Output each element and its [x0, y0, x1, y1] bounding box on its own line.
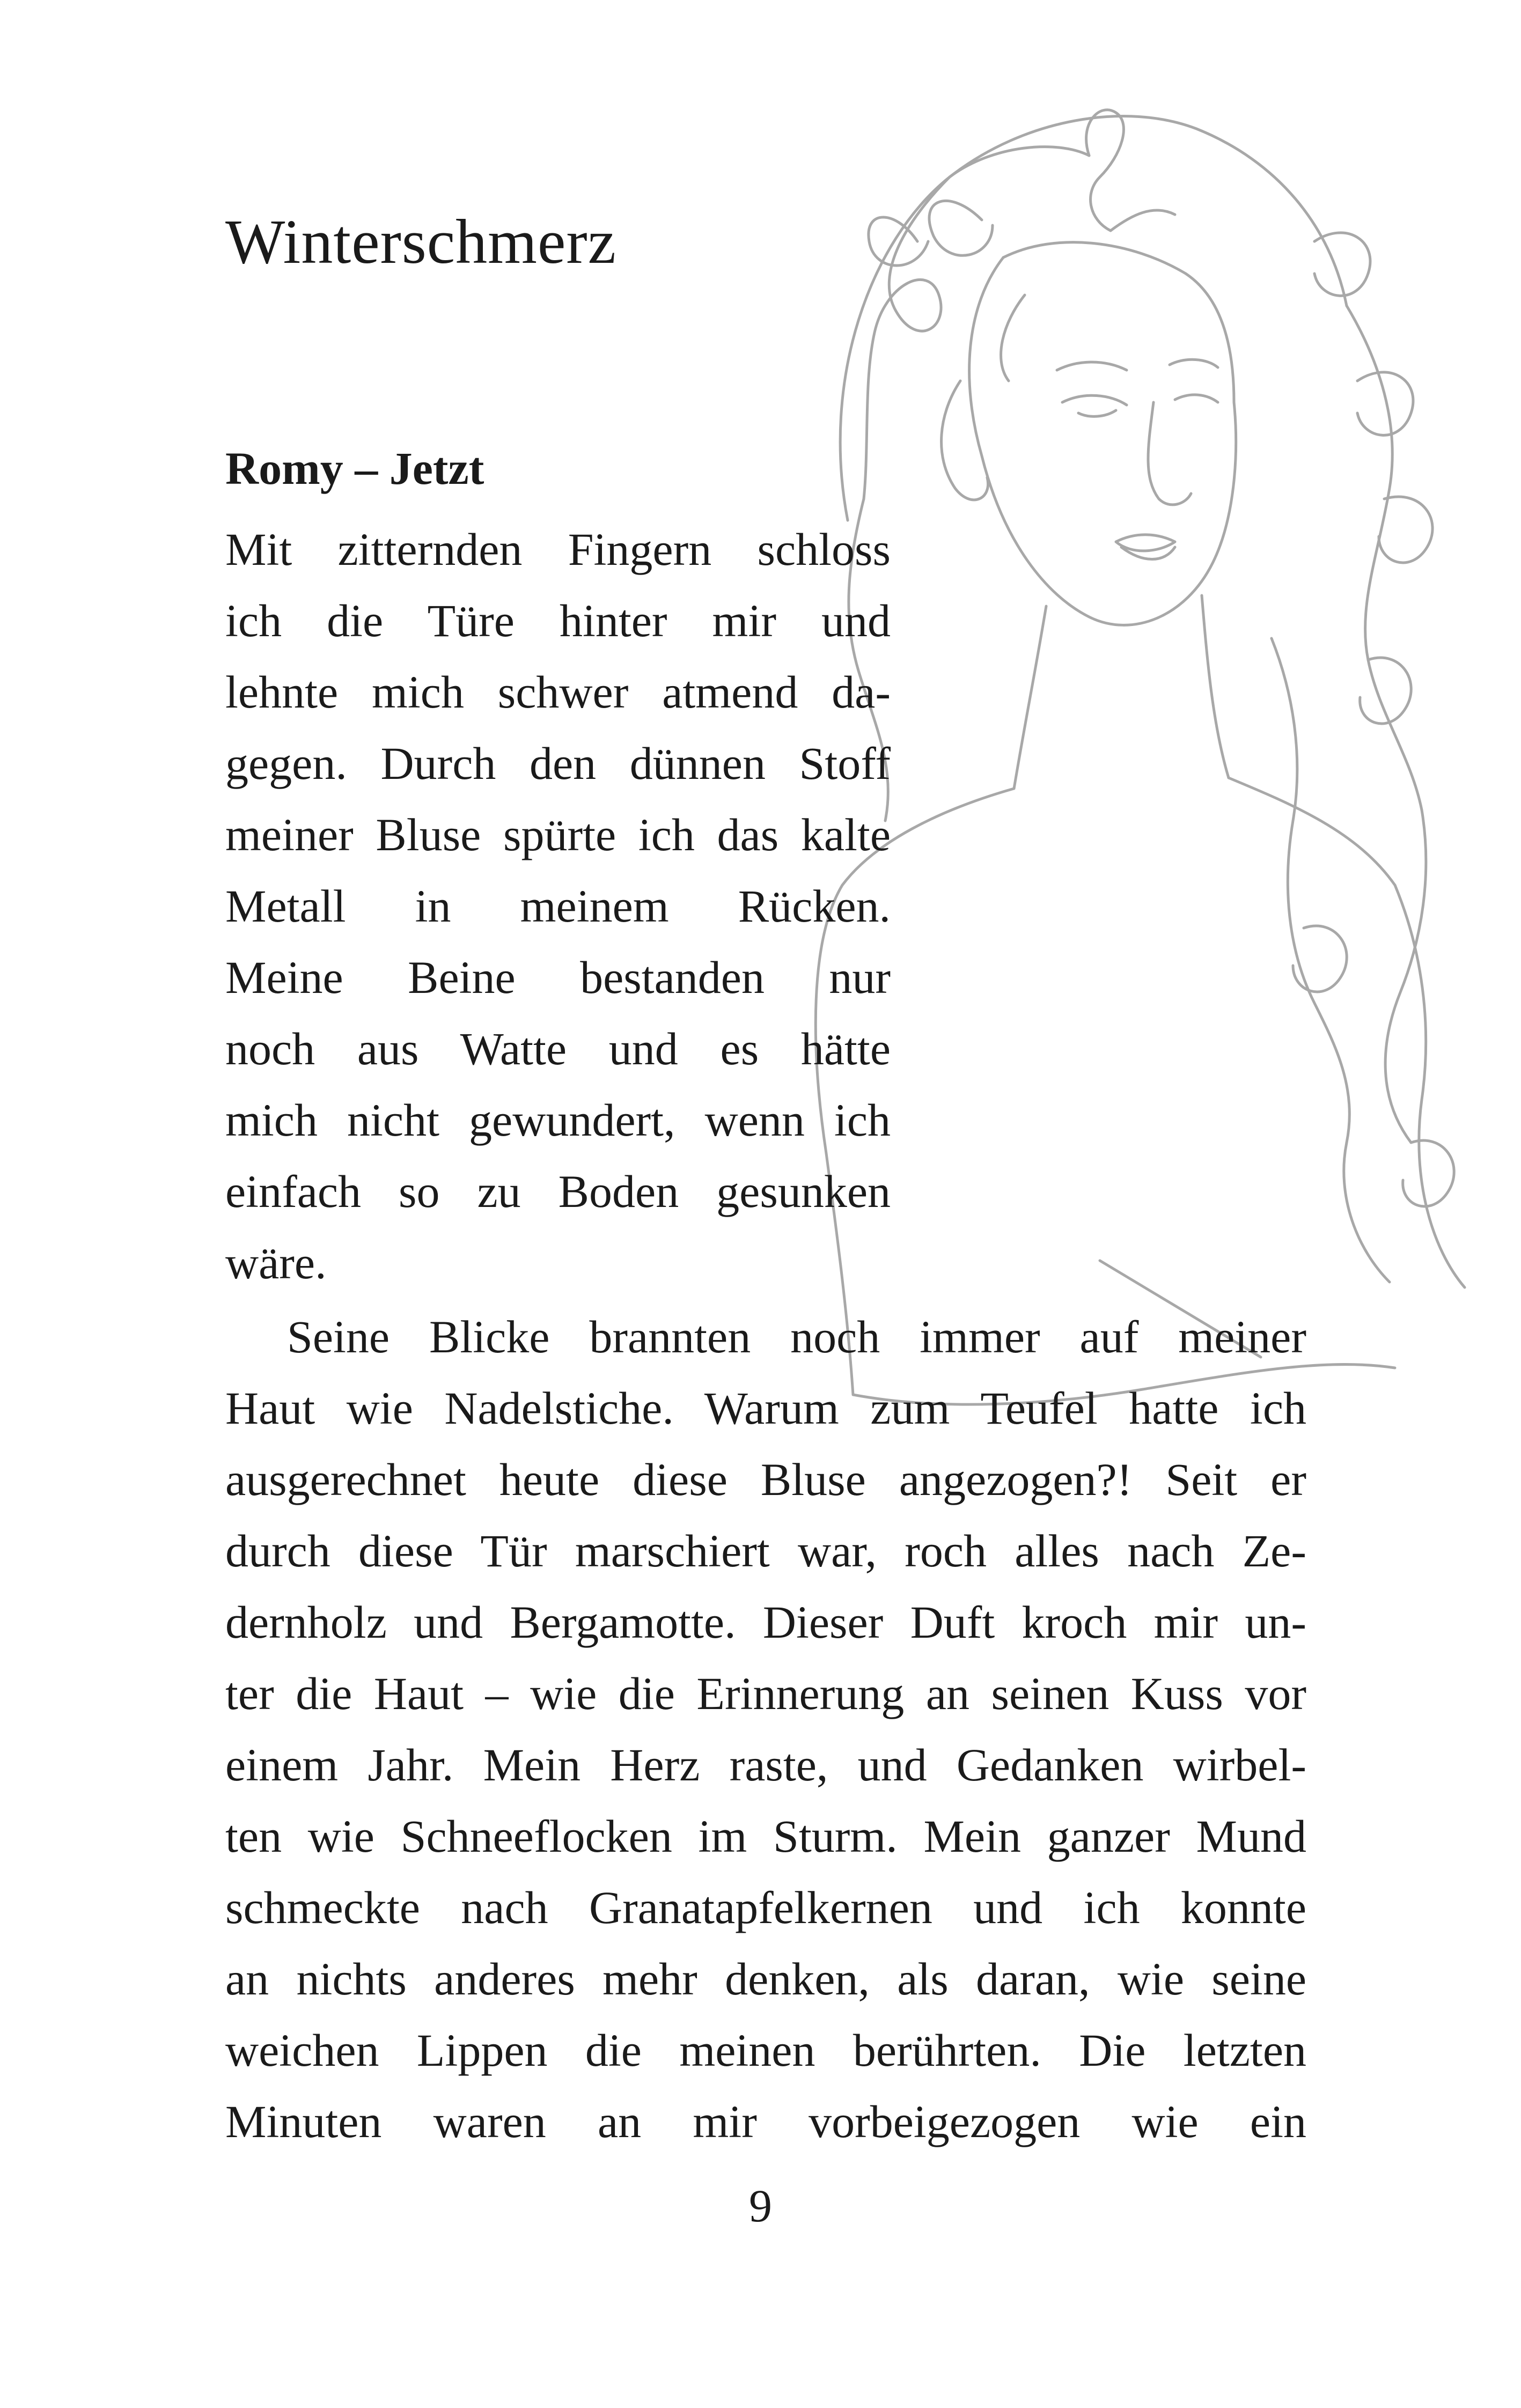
text-line: Seine Blicke brannten noch immer auf meiner [287, 1311, 1306, 1363]
text-line: Metall in meinem Rücken. [225, 880, 891, 932]
text-line: Haut wie Nadelstiche. Warum zum Teufel hatte ich [225, 1382, 1306, 1434]
text-line: gegen. Durch den dünnen Stoff [225, 738, 891, 789]
text-line: Mit zitternden Fingern schloss [225, 524, 891, 575]
text-line: schmeckte nach Granatapfelkernen und ich konnte [225, 1882, 1306, 1933]
paragraph-1 [225, 514, 891, 1299]
text-line: an nichts anderes mehr denken, als daran, wie seine [225, 1953, 1306, 2005]
text-line: durch diese Tür marschiert war, roch alles nach Ze- [225, 1525, 1306, 1577]
text-line: mich nicht gewundert, wenn ich [225, 1094, 891, 1146]
section-heading: Romy – Jetzt [225, 443, 484, 494]
paragraph-2 [225, 1301, 1306, 2157]
text-line: Minuten waren an mir vorbeigezogen wie ein [225, 2096, 1306, 2147]
text-line: ausgerechnet heute diese Bluse angezogen?! Seit er [225, 1454, 1306, 1505]
text-line: ter die Haut – wie die Erinnerung an seinen Kuss vor [225, 1668, 1306, 1719]
text-line: wäre. [225, 1237, 327, 1288]
text-line: noch aus Watte und es hätte [225, 1023, 891, 1074]
text-line: ten wie Schneeflocken im Sturm. Mein ganzer Mund [225, 1810, 1306, 1862]
text-line: dernholz und Bergamotte. Dieser Duft kroch mir un- [225, 1596, 1306, 1648]
text-line: lehnte mich schwer atmend da- [225, 666, 891, 718]
text-line: meiner Bluse spürte ich das kalte [225, 809, 891, 860]
text-line: einem Jahr. Mein Herz raste, und Gedanken wirbel- [225, 1739, 1306, 1791]
text-line: ich die Türe hinter mir und [225, 595, 891, 646]
text-line: weichen Lippen die meinen berührten. Die letzten [225, 2024, 1306, 2076]
page-number: 9 [749, 2180, 772, 2232]
chapter-title: Winterschmerz [225, 207, 617, 277]
text-line: einfach so zu Boden gesunken [225, 1166, 891, 1217]
text-line: Meine Beine bestanden nur [225, 952, 891, 1003]
